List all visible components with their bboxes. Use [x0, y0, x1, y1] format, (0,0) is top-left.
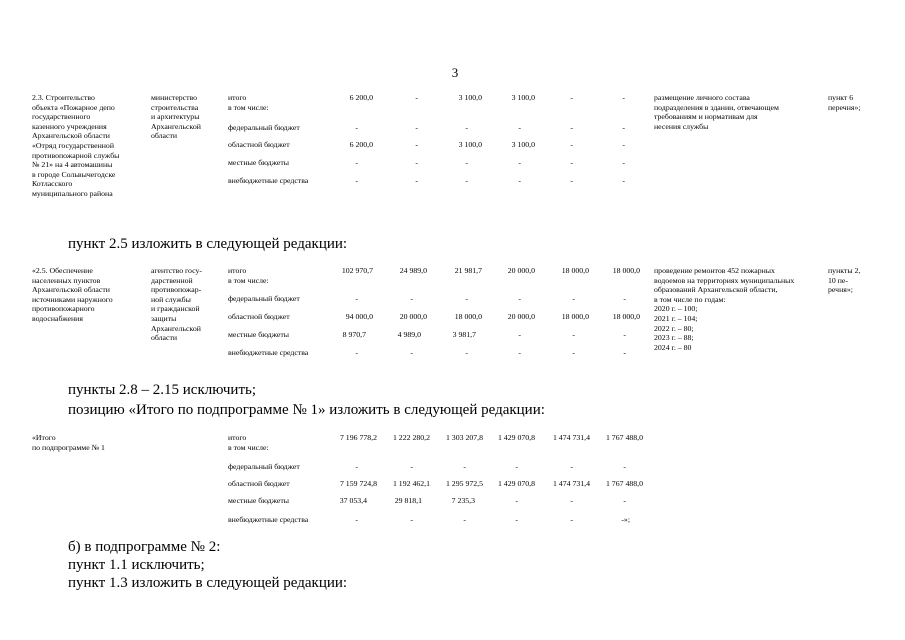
- value-2022: -: [515, 515, 518, 524]
- funding-source: итого в том числе:: [228, 266, 269, 285]
- value-2024: 1 767 488,0: [605, 433, 643, 442]
- value-2020: -: [410, 294, 413, 303]
- value-total: 7 159 724,8: [339, 479, 377, 488]
- value-2022: -: [518, 294, 521, 303]
- value-2023: 18 000,0: [561, 312, 589, 321]
- value-2023: 1 474 731,4: [552, 479, 590, 488]
- value-2024: -: [623, 462, 626, 471]
- value-2024: 18 000,0: [612, 312, 640, 321]
- value-2020: -: [415, 176, 418, 185]
- value-2021: 7 235,3: [451, 496, 475, 505]
- value-2022: 1 429 070,8: [497, 433, 535, 442]
- funding-source: итого в том числе:: [228, 93, 269, 112]
- funding-source: областной бюджет: [228, 479, 290, 488]
- value-2022: -: [515, 496, 518, 505]
- value-total: -: [355, 515, 358, 524]
- value-total: -: [355, 462, 358, 471]
- list-reference: пункт 6 перечня»;: [828, 93, 861, 112]
- value-2023: -: [572, 294, 575, 303]
- value-2022: 20 000,0: [507, 312, 535, 321]
- value-2020: -: [410, 515, 413, 524]
- value-2023: 1 474 731,4: [552, 433, 590, 442]
- value-2022: -: [518, 348, 521, 357]
- funding-source: местные бюджеты: [228, 496, 290, 505]
- value-2021: 3 981,7: [452, 330, 476, 339]
- value-2023: -: [572, 348, 575, 357]
- value-2023: -: [570, 158, 573, 167]
- instruction-paragraph: пункт 2.5 изложить в следующей редакции:: [68, 236, 348, 252]
- value-2024: -: [622, 140, 625, 149]
- value-2023: -: [572, 330, 575, 339]
- value-2021: -: [463, 515, 466, 524]
- instruction-paragraph: позицию «Итого по подпрограмме № 1» изложить в следующей редакции:: [68, 402, 545, 418]
- value-2021: -: [465, 294, 468, 303]
- value-total: -: [355, 158, 358, 167]
- value-2022: 20 000,0: [507, 266, 535, 275]
- value-2024: -: [622, 158, 625, 167]
- value-2021: -: [465, 176, 468, 185]
- value-2020: -: [415, 158, 418, 167]
- executor: агентство госу- дарственной противопожар- ной службы и гражданской защиты Архангельской области: [151, 266, 202, 343]
- value-2020: 1 222 280,2: [392, 433, 430, 442]
- value-2021: 1 295 972,5: [445, 479, 483, 488]
- item-description: «2.5. Обеспечение населенных пунктов Архангельской области источниками наружного противопожарного водоснабжения: [32, 266, 113, 323]
- value-total: -: [355, 348, 358, 357]
- value-2024: -: [622, 123, 625, 132]
- value-2021: 21 981,7: [454, 266, 482, 275]
- expected-result: размещение личного состава подразделения в здании, отвечающем требованиям и нормативам для несения службы: [654, 93, 779, 131]
- funding-source: федеральный бюджет: [228, 294, 300, 303]
- value-2022: -: [518, 330, 521, 339]
- value-2020: -: [410, 348, 413, 357]
- value-2020: -: [415, 123, 418, 132]
- value-2024: -: [622, 176, 625, 185]
- value-2020: -: [415, 140, 418, 149]
- value-2024: -: [623, 348, 626, 357]
- value-2022: 3 100,0: [511, 93, 535, 102]
- value-2023: -: [570, 496, 573, 505]
- funding-source: федеральный бюджет: [228, 462, 300, 471]
- item-description: «Итого по подпрограмме № 1: [32, 433, 105, 452]
- value-total: -: [355, 123, 358, 132]
- value-2023: -: [570, 176, 573, 185]
- value-2024: -: [623, 496, 626, 505]
- value-2022: -: [515, 462, 518, 471]
- value-2020: 20 000,0: [399, 312, 427, 321]
- value-2023: -: [570, 123, 573, 132]
- value-total: -: [355, 294, 358, 303]
- value-total: 102 970,7: [341, 266, 373, 275]
- value-2022: -: [518, 176, 521, 185]
- value-2023: -: [570, 93, 573, 102]
- value-2022: -: [518, 158, 521, 167]
- value-2024: -: [623, 294, 626, 303]
- value-total: 8 970,7: [342, 330, 366, 339]
- value-2024: 1 767 488,0: [605, 479, 643, 488]
- value-2023: -: [570, 515, 573, 524]
- expected-result: проведение ремонтов 452 пожарных водоемов на территориях муниципальных образований Архангельской области, в том числе по годам: 2020 г. – 100; 2021 г. – 104; 2022 г. – 80; 2023 г. – 88; 2024 г. – 80: [654, 266, 795, 352]
- value-2021: -: [465, 348, 468, 357]
- value-2020: 24 989,0: [399, 266, 427, 275]
- value-total: 6 200,0: [349, 140, 373, 149]
- value-total: 37 053,4: [339, 496, 367, 505]
- value-2024: -: [622, 93, 625, 102]
- value-2021: 3 100,0: [458, 140, 482, 149]
- value-2021: -: [463, 462, 466, 471]
- value-2020: -: [415, 93, 418, 102]
- value-2022: 1 429 070,8: [497, 479, 535, 488]
- value-total: 6 200,0: [349, 93, 373, 102]
- instruction-paragraph: пункты 2.8 – 2.15 исключить;: [68, 382, 257, 398]
- value-2020: 1 192 462,1: [392, 479, 430, 488]
- value-2020: 29 818,1: [394, 496, 422, 505]
- funding-source: федеральный бюджет: [228, 123, 300, 132]
- value-2020: -: [410, 462, 413, 471]
- funding-source: местные бюджеты: [228, 330, 290, 339]
- value-2021: 3 100,0: [458, 93, 482, 102]
- value-2023: -: [570, 462, 573, 471]
- funding-source: внебюджетные средства: [228, 176, 309, 185]
- value-2023: 18 000,0: [561, 266, 589, 275]
- item-description: 2.3. Строительство объекта «Пожарное депо государственного казенного учреждения Архангельской области «Отряд государственной противопожарной службы № 21» на 4 автомашины в городе Сольвычегодске Котласского муниципального района: [32, 93, 120, 198]
- executor: министерство строительства и архитектуры Архангельской области: [151, 93, 201, 141]
- value-2024: -»;: [621, 515, 630, 524]
- value-2020: 4 989,0: [397, 330, 421, 339]
- value-2023: -: [570, 140, 573, 149]
- value-total: 7 196 778,2: [339, 433, 377, 442]
- value-2021: -: [465, 123, 468, 132]
- funding-source: итого в том числе:: [228, 433, 269, 452]
- value-2024: -: [623, 330, 626, 339]
- funding-source: внебюджетные средства: [228, 515, 309, 524]
- value-2021: 1 303 207,8: [445, 433, 483, 442]
- funding-source: внебюджетные средства: [228, 348, 309, 357]
- list-reference: пункты 2, 10 пе- речня»;: [828, 266, 861, 295]
- funding-source: областной бюджет: [228, 140, 290, 149]
- value-2021: 18 000,0: [454, 312, 482, 321]
- instruction-paragraph: пункт 1.3 изложить в следующей редакции:: [68, 575, 348, 591]
- value-2024: 18 000,0: [612, 266, 640, 275]
- instruction-paragraph: пункт 1.1 исключить;: [68, 557, 205, 573]
- value-2022: 3 100,0: [511, 140, 535, 149]
- instruction-paragraph: б) в подпрограмме № 2:: [68, 539, 221, 555]
- funding-source: областной бюджет: [228, 312, 290, 321]
- value-total: 94 000,0: [345, 312, 373, 321]
- page-number: 3: [451, 65, 459, 80]
- value-2022: -: [518, 123, 521, 132]
- funding-source: местные бюджеты: [228, 158, 290, 167]
- value-2021: -: [465, 158, 468, 167]
- value-total: -: [355, 176, 358, 185]
